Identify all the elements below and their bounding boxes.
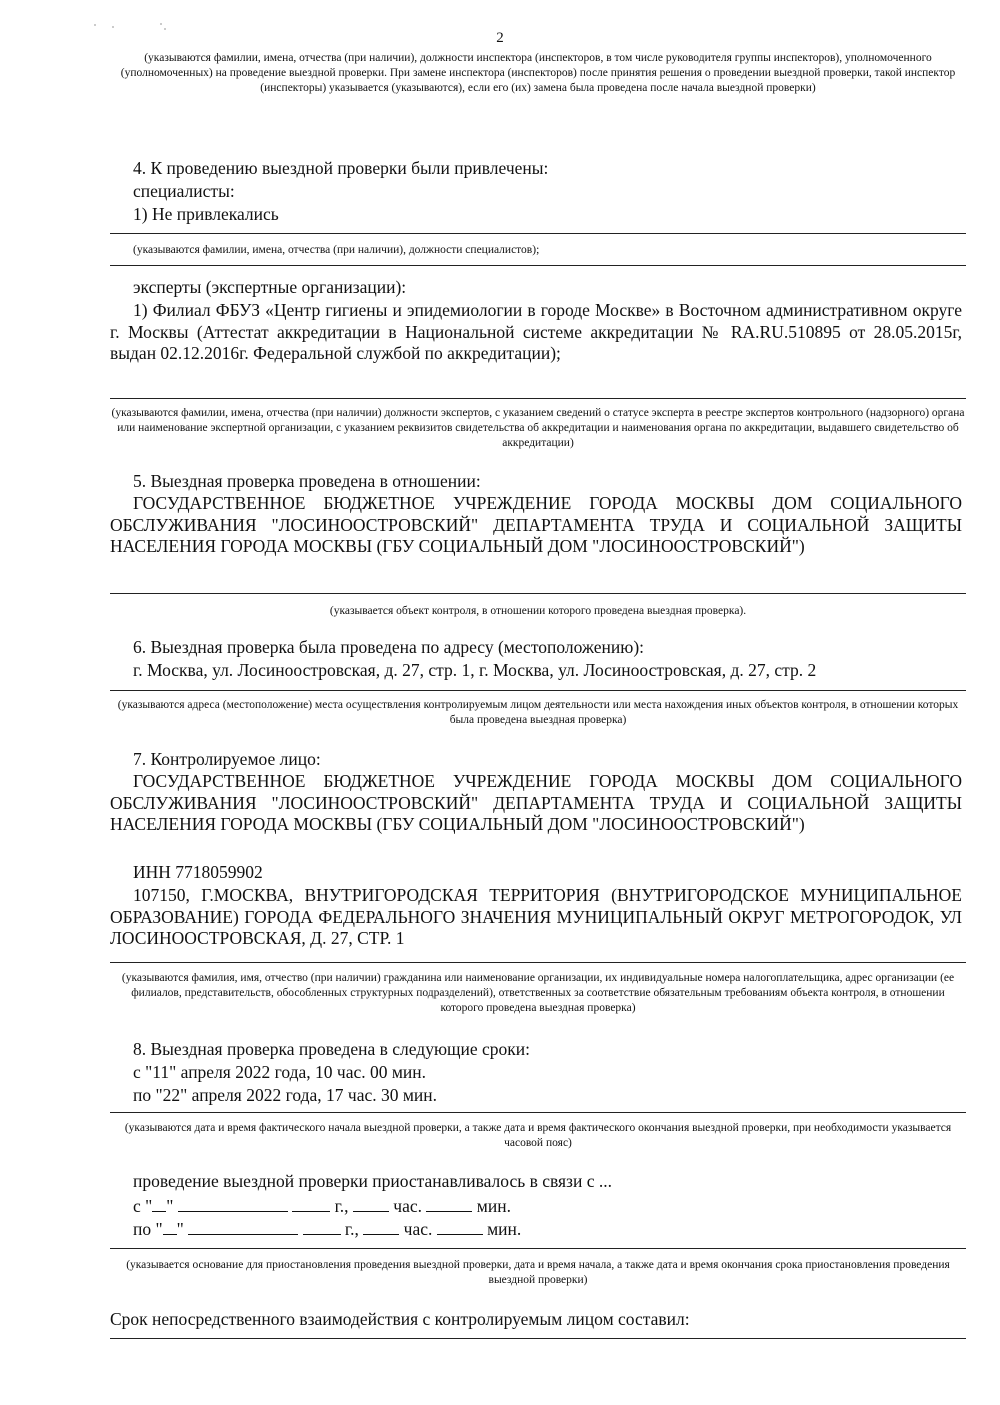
experts-value: 1) Филиал ФБУЗ «Центр гигиены и эпидемиологии в городе Москве» в Восточном административном округе г. Москвы (Аттестат аккредитации в Национальной системе аккредитации № RA.RU.510895 от 28.05.2015г, выдан 02.12.2016г. Федеральной службой по аккредитации); bbox=[110, 300, 962, 363]
suspension-from-prefix: с " bbox=[133, 1196, 153, 1216]
dates-hint: (указываются дата и время фактического начала выездной проверки, а также дата и время фактического окончания выездной проверки, при необходимости указывается часовой пояс) bbox=[124, 1122, 952, 1149]
section-7-heading: 7. Контролируемое лицо: bbox=[133, 749, 321, 769]
suspension-from-minute-field[interactable] bbox=[426, 1195, 472, 1212]
suspension-from-month-field[interactable] bbox=[178, 1195, 288, 1212]
specialists-hint: (указываются фамилии, имена, отчества (при наличии), должности специалистов); bbox=[133, 244, 540, 256]
year-unit: г., bbox=[334, 1196, 349, 1216]
controlled-person-name: ГОСУДАРСТВЕННОЕ БЮДЖЕТНОЕ УЧРЕЖДЕНИЕ ГОРОДА МОСКВЫ ДОМ СОЦИАЛЬНОГО ОБСЛУЖИВАНИЯ "ЛОСИНООСТРОВСКИЙ" ДЕПАРТАМЕНТА ТРУДА И СОЦИАЛЬНОЙ ЗАЩИТЫ НАСЕЛЕНИЯ ГОРОДА МОСКВЫ (ГБУ СОЦИАЛЬНЫЙ ДОМ "ЛОСИНООСТРОВСКИЙ") bbox=[110, 771, 962, 834]
suspension-label: проведение выездной проверки приостанавливалось в связи с ... bbox=[133, 1171, 612, 1191]
section-5-heading: 5. Выездная проверка проведена в отношении: bbox=[133, 471, 481, 491]
quote-mark: " bbox=[176, 1219, 184, 1239]
divider bbox=[110, 962, 966, 963]
divider bbox=[110, 593, 966, 594]
suspension-to-minute-field[interactable] bbox=[437, 1218, 483, 1235]
divider bbox=[110, 265, 966, 266]
suspension-to-month-field[interactable] bbox=[188, 1218, 298, 1235]
suspension-to-hour-field[interactable] bbox=[363, 1218, 399, 1235]
experts-label: эксперты (экспертные организации): bbox=[133, 277, 407, 297]
inspected-organization: ГОСУДАРСТВЕННОЕ БЮДЖЕТНОЕ УЧРЕЖДЕНИЕ ГОРОДА МОСКВЫ ДОМ СОЦИАЛЬНОГО ОБСЛУЖИВАНИЯ "ЛОСИНООСТРОВСКИЙ" ДЕПАРТАМЕНТА ТРУДА И СОЦИАЛЬНОЙ ЗАЩИТЫ НАСЕЛЕНИЯ ГОРОДА МОСКВЫ (ГБУ СОЦИАЛЬНЫЙ ДОМ "ЛОСИНООСТРОВСКИЙ") bbox=[110, 493, 962, 556]
inspection-address: г. Москва, ул. Лосиноостровская, д. 27, стр. 1, г. Москва, ул. Лосиноостровская, д. 27, стр. 2 bbox=[133, 660, 817, 680]
inspection-start: с "11" апреля 2022 года, 10 час. 00 мин. bbox=[133, 1062, 427, 1082]
controlled-person-inn: ИНН 7718059902 bbox=[133, 862, 263, 882]
suspension-from-hour-field[interactable] bbox=[353, 1195, 389, 1212]
suspension-hint: (указывается основание для приостановления проведения выездной проверки, дата и время начала, а также дата и время окончания срока приостановления проведения выездной проверки) bbox=[126, 1259, 950, 1286]
hour-unit: час. bbox=[403, 1219, 433, 1239]
suspension-to-prefix: по " bbox=[133, 1219, 163, 1239]
divider bbox=[110, 233, 966, 234]
suspension-from-row bbox=[133, 1195, 953, 1218]
hour-unit: час. bbox=[393, 1196, 423, 1216]
divider bbox=[110, 1112, 966, 1113]
controlled-person-address: 107150, Г.МОСКВА, ВНУТРИГОРОДСКАЯ ТЕРРИТОРИЯ (ВНУТРИГОРОДСКОЕ МУНИЦИПАЛЬНОЕ ОБРАЗОВАНИЕ) ГОРОДА ФЕДЕРАЛЬНОГО ЗНАЧЕНИЯ МУНИЦИПАЛЬНЫЙ ОКРУГ МЕТРОГОРОДОК, УЛ ЛОСИНООСТРОВСКАЯ, Д. 27, СТР. 1 bbox=[110, 885, 962, 948]
divider bbox=[110, 398, 966, 399]
interaction-duration-label: Срок непосредственного взаимодействия с контролируемым лицом составил: bbox=[110, 1309, 690, 1329]
section-4-heading: 4. К проведению выездной проверки были привлечены: bbox=[133, 158, 549, 178]
minute-unit: мин. bbox=[476, 1196, 511, 1216]
suspension-from-day-field[interactable] bbox=[152, 1195, 166, 1212]
section-6-heading: 6. Выездная проверка была проведена по адресу (местоположению): bbox=[133, 637, 645, 657]
experts-hint: (указываются фамилии, имена, отчества (при наличии) должности экспертов, с указанием сведений о статусе эксперта в реестре экспертов контрольного (надзорного) органа или наименование экспертной организации, с указанием реквизитов свидетельства об аккредитации и наименования органа по аккредитации, выдавшего свидетельство об аккредитации) bbox=[111, 407, 965, 449]
object-hint: (указывается объект контроля, в отношении которого проведена выездная проверка). bbox=[329, 605, 747, 617]
quote-mark: " bbox=[166, 1196, 174, 1216]
suspension-from-year-field[interactable] bbox=[292, 1195, 330, 1212]
suspension-to-day-field[interactable] bbox=[163, 1218, 177, 1235]
inspectors-hint: (указываются фамилии, имена, отчества (при наличии), должности инспектора (инспекторов, в том числе руководителя группы инспекторов), уполномоченного (уполномоченных) на проведение выездной проверки. При замене инспектора (инспекторов) после принятия решения о проведении выездной проверки, такой инспектор (инспекторы) указывается (указываются), если его (их) замена была проведена после начала выездной проверки) bbox=[120, 52, 956, 94]
divider bbox=[110, 1338, 966, 1339]
divider bbox=[110, 1248, 966, 1249]
divider bbox=[110, 690, 966, 691]
inspection-end: по "22" апреля 2022 года, 17 час. 30 мин. bbox=[133, 1085, 438, 1105]
controlled-person-hint: (указываются фамилия, имя, отчество (при наличии) гражданина или наименование организации, их индивидуальные номера налогоплательщика, адрес организации (ее филиалов, представительств, обособленных структурных подразделений), ответственных за соответствие обязательным требованиям объекта контроля, в отношении которого проведена выездная проверка) bbox=[121, 972, 955, 1014]
suspension-to-year-field[interactable] bbox=[303, 1218, 341, 1235]
specialists-value: 1) Не привлекались bbox=[133, 204, 279, 224]
suspension-to-row bbox=[133, 1218, 953, 1241]
address-hint: (указываются адреса (местоположение) места осуществления контролируемым лицом деятельности или места нахождения иных объектов контроля, в отношении которых была проведена выездная проверка) bbox=[117, 699, 959, 726]
page-number: 2 bbox=[496, 30, 504, 46]
minute-unit: мин. bbox=[487, 1219, 522, 1239]
section-8-heading: 8. Выездная проверка проведена в следующие сроки: bbox=[133, 1039, 531, 1059]
specialists-label: специалисты: bbox=[133, 181, 235, 201]
year-unit: г., bbox=[344, 1219, 359, 1239]
